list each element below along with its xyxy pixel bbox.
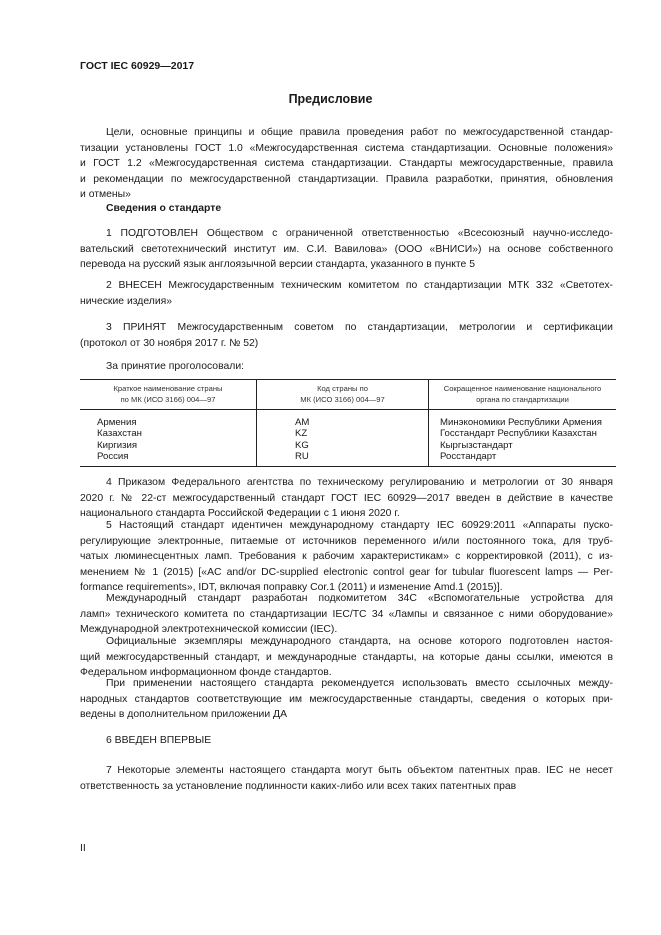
page-number: II: [80, 843, 86, 854]
text-line: национального стандарта Российской Федерации с 1 июня 2020 г.: [80, 508, 400, 520]
text-line: (протокол от 30 ноября 2017 г. № 52): [80, 337, 259, 349]
item-6-paragraph: [80, 733, 613, 749]
item-5-paragraph: [80, 518, 613, 596]
country-cell: Казахстан: [80, 428, 257, 439]
text-line: чатых люминесцентных ламп. Требования к рабочим характеристикам» с корректировкой (2011), с из-: [80, 551, 613, 563]
text-line: Официальные экземпляры международного стандарта, на основе которого подготовлен настоя-: [106, 636, 613, 647]
country-cell: Россия: [80, 451, 257, 467]
text-line: ламп» технического комитета по стандартизации IEC/TC 34 «Лампы и связанное с ними оборудование»: [80, 608, 613, 620]
item-1-paragraph: [80, 226, 613, 273]
body-cell: Минэкономики Республики Армения: [440, 417, 602, 428]
text-line: При применении настоящего стандарта рекомендуется использовать вместо ссылочных между-: [106, 678, 613, 689]
intro-paragraph: [80, 125, 613, 203]
text-line: 3 ПРИНЯТ Межгосударственным советом по стандартизации, метрологии и сертификации: [106, 322, 613, 333]
text-line: тизации установлены ГОСТ 1.0 «Межгосударственная система стандартизации. Основные положения»: [80, 142, 613, 154]
item-2-paragraph: [80, 278, 613, 309]
text-line: менением № 1 (2015) [«AC and/or DC-supplied electronic control gear for tubular fluorescent lamps — Per-: [80, 566, 613, 578]
text-line: Федеральном информационном фонде стандартов.: [80, 667, 332, 679]
voting-table: [80, 379, 616, 467]
column-header-code: Код страны по МК (ИСО 3166) 004—97: [257, 380, 429, 410]
table-row: [80, 410, 616, 429]
text-line: 1 ПОДГОТОВЛЕН Обществом с ограниченной ответственностью «Всесоюзный научно-исследо-: [106, 228, 613, 239]
code-cell: AM: [257, 410, 429, 429]
text-line: вательский светотехнический институт им. С.И. Вавилова» (ООО «ВНИСИ») на основе собственного: [80, 243, 613, 255]
column-header-body: Сокращенное наименование национального органа по стандартизации: [429, 380, 617, 410]
item-5-references-paragraph: [80, 676, 613, 723]
page-title: Предисловие: [288, 92, 373, 106]
text-line: и ГОСТ 1.2 «Межгосударственная система стандартизации. Стандарты межгосударственные, правила: [80, 158, 613, 170]
text-line: 4 Приказом Федерального агентства по техническому регулированию и метрологии от 30 января: [106, 477, 613, 488]
voted-label: [80, 359, 613, 375]
table-row: [80, 440, 616, 451]
text-line: и отмены»: [80, 189, 131, 201]
text-line: За принятие проголосовали:: [106, 361, 245, 372]
body-cell: Кыргызстандарт: [440, 439, 513, 451]
text-line: и рекомендации по межгосударственной стандартизации. Правила разработки, принятия, обновления: [80, 173, 613, 185]
text-line: ведены в дополнительном приложении ДА: [80, 709, 288, 721]
text-line: formance requirements», IDT, включая поправку Cor.1 (2011) и изменение Amd.1 (2015)].: [80, 582, 503, 594]
text-line: 2020 г. № 22-ст межгосударственный стандарт ГОСТ IEC 60929—2017 введен в действие в качестве: [80, 492, 613, 504]
table-row: [80, 428, 616, 439]
code-cell: KZ: [257, 428, 429, 439]
text-line: щий межгосударственный стандарт, и международные стандарты, на которые даны ссылки, имеются в: [80, 651, 613, 663]
section-subheading: Сведения о стандарте: [106, 203, 222, 214]
text-line: ответственность за установление подлинности каких-либо или всех таких патентных прав: [80, 780, 517, 792]
item-5-copies-paragraph: [80, 634, 613, 681]
text-line: 6 ВВЕДЕН ВПЕРВЫЕ: [106, 735, 212, 746]
text-line: Международный стандарт разработан подкомитетом 34С «Вспомогательные устройства для: [106, 593, 613, 604]
item-3-paragraph: [80, 320, 613, 351]
item-7-paragraph: [80, 763, 613, 794]
text-line: перевода на русский язык англоязычной версии стандарта, указанного в пункте 5: [80, 259, 475, 271]
code-cell: KG: [257, 440, 429, 451]
text-line: Цели, основные принципы и общие правила проведения работ по межгосударственной стандар-: [106, 127, 613, 138]
text-line: регулирующие электронные, питаемые от источников переменного и/или постоянного тока, для труб-: [80, 535, 613, 547]
text-line: 2 ВНЕСЕН Межгосударственным техническим комитетом по стандартизации МТК 332 «Светотех-: [106, 280, 613, 291]
text-line: народных стандартов соответствующие им межгосударственные стандарты, сведения о которых при-: [80, 693, 613, 705]
document-id-header: ГОСТ IEC 60929—2017: [80, 60, 195, 72]
item-4-paragraph: [80, 475, 613, 522]
table-row: [80, 451, 616, 467]
column-header-country: Краткое наименование страны по МК (ИСО 3166) 004—97: [80, 380, 257, 410]
text-line: Международной электротехнической комиссии (IEC).: [80, 624, 338, 636]
item-5-developer-paragraph: [80, 591, 613, 638]
code-cell: RU: [257, 451, 429, 467]
body-cell: Госстандарт Республики Казахстан: [440, 428, 597, 440]
text-line: 5 Настоящий стандарт идентичен международному стандарту IEC 60929:2011 «Аппараты пуско-: [106, 520, 613, 531]
country-cell: Армения: [80, 410, 257, 429]
text-line: нические изделия»: [80, 295, 173, 307]
body-cell: Росстандарт: [440, 450, 497, 462]
text-line: 7 Некоторые элементы настоящего стандарта могут быть объектом патентных прав. IEC не несет: [106, 765, 613, 776]
country-cell: Киргизия: [80, 440, 257, 451]
table-header-row: [80, 380, 616, 410]
